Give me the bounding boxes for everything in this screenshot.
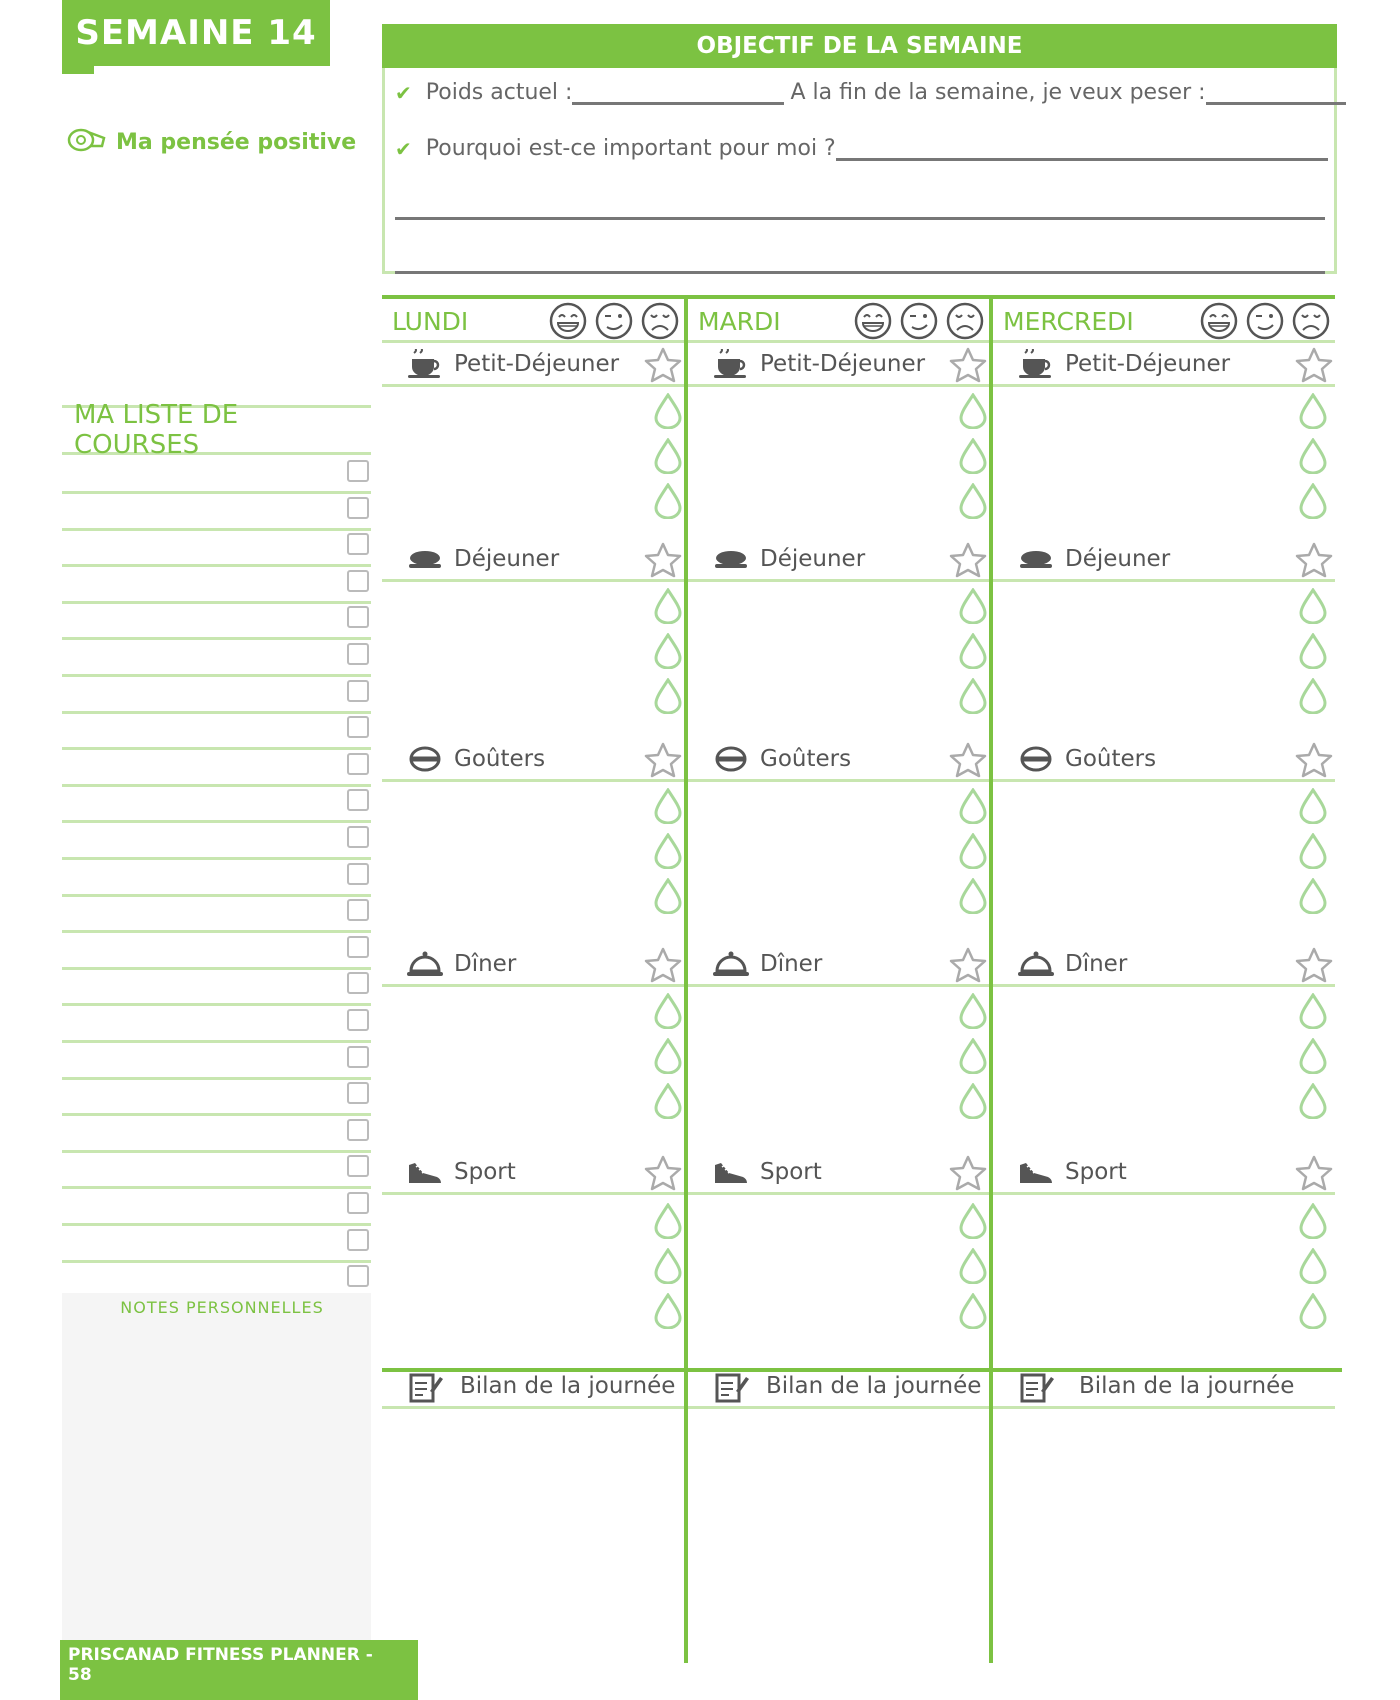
water-drop-icon[interactable] bbox=[1299, 1203, 1327, 1239]
day-header bbox=[688, 299, 989, 343]
day-header bbox=[993, 299, 1335, 343]
water-drop-icon[interactable] bbox=[959, 588, 987, 624]
shopping-checkbox[interactable] bbox=[347, 1009, 369, 1031]
shopping-checkbox[interactable] bbox=[347, 972, 369, 994]
checkmark-icon: ✔ bbox=[395, 81, 412, 105]
water-drop-icon[interactable] bbox=[959, 483, 987, 519]
meal-header bbox=[688, 538, 989, 582]
shopping-list-row[interactable] bbox=[62, 897, 371, 933]
shopping-list-row[interactable] bbox=[62, 604, 371, 640]
water-drop-icon[interactable] bbox=[1299, 1083, 1327, 1119]
shopping-checkbox[interactable] bbox=[347, 1046, 369, 1068]
water-drop-icon[interactable] bbox=[959, 1248, 987, 1284]
notes-title: NOTES PERSONNELLES bbox=[120, 1298, 324, 1317]
day-header bbox=[382, 299, 684, 343]
water-drop-icon[interactable] bbox=[959, 1293, 987, 1329]
target-weight-field[interactable] bbox=[1206, 79, 1346, 105]
star-icon[interactable] bbox=[644, 947, 682, 983]
water-drop-icon[interactable] bbox=[959, 393, 987, 429]
notes-panel[interactable] bbox=[62, 1293, 371, 1640]
water-drop-icon[interactable] bbox=[654, 1293, 682, 1329]
water-drop-icon[interactable] bbox=[654, 878, 682, 914]
winking-face-icon[interactable] bbox=[594, 301, 634, 341]
shopping-list-row[interactable] bbox=[62, 1044, 371, 1080]
day-column-mercredi bbox=[993, 295, 1335, 1663]
mood-selector bbox=[548, 301, 680, 341]
sneaker-icon bbox=[712, 1157, 750, 1189]
plate-icon bbox=[406, 544, 444, 576]
notepad-icon bbox=[1017, 1371, 1055, 1403]
water-drop-icon[interactable] bbox=[1299, 438, 1327, 474]
water-drop-icon[interactable] bbox=[654, 1083, 682, 1119]
week-label-notch bbox=[62, 66, 94, 74]
cookie-icon bbox=[712, 744, 750, 776]
meal-label: Petit-Déjeuner bbox=[1065, 351, 1231, 377]
weight-row bbox=[395, 79, 1346, 105]
sneaker-icon bbox=[406, 1157, 444, 1189]
sneaker-icon bbox=[1017, 1157, 1055, 1189]
meal-header bbox=[688, 343, 989, 387]
cloche-icon bbox=[406, 949, 444, 981]
water-drop-icon[interactable] bbox=[959, 1083, 987, 1119]
shopping-checkbox[interactable] bbox=[347, 936, 369, 958]
water-drop-icon[interactable] bbox=[654, 588, 682, 624]
checkmark-icon: ✔ bbox=[395, 137, 412, 161]
shopping-checkbox[interactable] bbox=[347, 1229, 369, 1251]
meal-header bbox=[688, 738, 989, 782]
star-icon[interactable] bbox=[949, 742, 987, 778]
target-weight-label: A la fin de la semaine, je veux peser : bbox=[790, 80, 1206, 105]
water-drop-icon[interactable] bbox=[654, 633, 682, 669]
shopping-list-row[interactable] bbox=[62, 970, 371, 1006]
why-field-line-3[interactable] bbox=[395, 271, 1325, 274]
mood-selector bbox=[853, 301, 985, 341]
laughing-face-icon[interactable] bbox=[1199, 301, 1239, 341]
meal-label: Petit-Déjeuner bbox=[760, 351, 926, 377]
shopping-checkbox[interactable] bbox=[347, 533, 369, 555]
sad-face-icon[interactable] bbox=[945, 301, 985, 341]
star-icon[interactable] bbox=[949, 347, 987, 383]
water-drop-icon[interactable] bbox=[1299, 633, 1327, 669]
meal-header bbox=[688, 1151, 989, 1195]
shopping-list-row[interactable] bbox=[62, 824, 371, 860]
notepad-icon bbox=[406, 1371, 444, 1403]
water-drop-icon[interactable] bbox=[654, 1203, 682, 1239]
star-icon[interactable] bbox=[644, 542, 682, 578]
star-icon[interactable] bbox=[1295, 742, 1333, 778]
why-field[interactable] bbox=[836, 135, 1328, 161]
shopping-list-row[interactable] bbox=[62, 458, 371, 494]
shopping-list-title: MA LISTE DE COURSES bbox=[62, 405, 371, 455]
water-drop-icon[interactable] bbox=[1299, 833, 1327, 869]
shopping-list-row[interactable] bbox=[62, 1117, 371, 1153]
meal-label: Petit-Déjeuner bbox=[454, 351, 620, 377]
water-drop-icon[interactable] bbox=[654, 438, 682, 474]
sad-face-icon[interactable] bbox=[640, 301, 680, 341]
shopping-list-row[interactable] bbox=[62, 714, 371, 750]
water-drop-icon[interactable] bbox=[1299, 483, 1327, 519]
weekly-objective-box bbox=[382, 24, 1337, 274]
day-name: LUNDI bbox=[392, 307, 469, 336]
shopping-checkbox[interactable] bbox=[347, 606, 369, 628]
coffee-cup-icon bbox=[712, 349, 750, 381]
meal-label: Sport bbox=[454, 1159, 516, 1185]
shopping-checkbox[interactable] bbox=[347, 643, 369, 665]
day-summary-label: Bilan de la journée bbox=[766, 1373, 982, 1399]
water-drop-icon[interactable] bbox=[959, 833, 987, 869]
why-label: Pourquoi est-ce important pour moi ? bbox=[425, 136, 836, 161]
meal-header bbox=[382, 1151, 684, 1195]
water-drop-icon[interactable] bbox=[654, 993, 682, 1029]
coffee-cup-icon bbox=[406, 349, 444, 381]
objective-title: OBJECTIF DE LA SEMAINE bbox=[382, 24, 1337, 68]
cookie-icon bbox=[406, 744, 444, 776]
meal-label: Déjeuner bbox=[760, 546, 866, 572]
shopping-checkbox[interactable] bbox=[347, 826, 369, 848]
water-drop-icon[interactable] bbox=[1299, 1248, 1327, 1284]
water-drop-icon[interactable] bbox=[1299, 1293, 1327, 1329]
water-drop-icon[interactable] bbox=[959, 788, 987, 824]
cloche-icon bbox=[712, 949, 750, 981]
shopping-list-row[interactable] bbox=[62, 568, 371, 604]
shopping-list-row[interactable] bbox=[62, 1227, 371, 1263]
meal-label: Déjeuner bbox=[1065, 546, 1171, 572]
water-drop-icon[interactable] bbox=[654, 1038, 682, 1074]
laughing-face-icon[interactable] bbox=[853, 301, 893, 341]
why-field-line-2[interactable] bbox=[395, 217, 1325, 220]
water-drop-icon[interactable] bbox=[654, 833, 682, 869]
water-drop-icon[interactable] bbox=[1299, 678, 1327, 714]
shopping-checkbox[interactable] bbox=[347, 570, 369, 592]
shopping-checkbox[interactable] bbox=[347, 1155, 369, 1177]
meal-header bbox=[382, 738, 684, 782]
shopping-list-row[interactable] bbox=[62, 751, 371, 787]
day-name: MERCREDI bbox=[1003, 307, 1134, 336]
water-drop-icon[interactable] bbox=[1299, 588, 1327, 624]
shopping-list-row[interactable] bbox=[62, 1080, 371, 1116]
star-icon[interactable] bbox=[1295, 347, 1333, 383]
shopping-list-row[interactable] bbox=[62, 495, 371, 531]
positive-thought-label: Ma pensée positive bbox=[116, 129, 357, 155]
shopping-checkbox[interactable] bbox=[347, 863, 369, 885]
meal-header bbox=[688, 943, 989, 987]
meal-header bbox=[993, 538, 1335, 582]
plate-icon bbox=[712, 544, 750, 576]
shopping-list-row[interactable] bbox=[62, 641, 371, 677]
shopping-list-row[interactable] bbox=[62, 1190, 371, 1226]
star-icon[interactable] bbox=[949, 1155, 987, 1191]
star-icon[interactable] bbox=[1295, 947, 1333, 983]
day-summary-label: Bilan de la journée bbox=[460, 1373, 676, 1399]
meal-header bbox=[382, 943, 684, 987]
water-drop-icon[interactable] bbox=[654, 393, 682, 429]
winking-face-icon[interactable] bbox=[1245, 301, 1285, 341]
meal-label: Dîner bbox=[454, 951, 517, 977]
shopping-checkbox[interactable] bbox=[347, 1192, 369, 1214]
water-drop-icon[interactable] bbox=[654, 678, 682, 714]
meal-label: Dîner bbox=[1065, 951, 1128, 977]
water-drop-icon[interactable] bbox=[959, 878, 987, 914]
star-icon[interactable] bbox=[644, 742, 682, 778]
shopping-checkbox[interactable] bbox=[347, 1119, 369, 1141]
shopping-checkbox[interactable] bbox=[347, 899, 369, 921]
meal-label: Goûters bbox=[1065, 746, 1157, 772]
notepad-icon bbox=[712, 1371, 750, 1403]
water-drop-icon[interactable] bbox=[1299, 788, 1327, 824]
water-drop-icon[interactable] bbox=[1299, 1038, 1327, 1074]
star-icon[interactable] bbox=[644, 1155, 682, 1191]
star-icon[interactable] bbox=[644, 347, 682, 383]
water-drop-icon[interactable] bbox=[959, 633, 987, 669]
meal-label: Dîner bbox=[760, 951, 823, 977]
meal-label: Goûters bbox=[760, 746, 852, 772]
shopping-checkbox[interactable] bbox=[347, 460, 369, 482]
shopping-list-row[interactable] bbox=[62, 678, 371, 714]
current-weight-field[interactable] bbox=[572, 79, 784, 105]
meal-header bbox=[993, 738, 1335, 782]
meal-label: Goûters bbox=[454, 746, 546, 772]
shopping-checkbox[interactable] bbox=[347, 716, 369, 738]
meal-header bbox=[993, 1151, 1335, 1195]
water-drop-icon[interactable] bbox=[654, 1248, 682, 1284]
water-drop-icon[interactable] bbox=[654, 788, 682, 824]
water-drop-icon[interactable] bbox=[654, 483, 682, 519]
water-drop-icon[interactable] bbox=[959, 993, 987, 1029]
star-icon[interactable] bbox=[949, 947, 987, 983]
current-weight-label: Poids actuel : bbox=[425, 80, 573, 105]
day-summary-label: Bilan de la journée bbox=[1079, 1373, 1295, 1399]
positive-thought bbox=[66, 124, 356, 160]
meal-header bbox=[382, 343, 684, 387]
shopping-checkbox[interactable] bbox=[347, 497, 369, 519]
sad-face-icon[interactable] bbox=[1291, 301, 1331, 341]
meal-label: Sport bbox=[760, 1159, 822, 1185]
why-row bbox=[395, 135, 1328, 161]
day-column-mardi bbox=[688, 295, 989, 1663]
star-icon[interactable] bbox=[1295, 542, 1333, 578]
shopping-list-row[interactable] bbox=[62, 531, 371, 567]
shopping-checkbox[interactable] bbox=[347, 1082, 369, 1104]
meal-header bbox=[993, 943, 1335, 987]
footer-text: PRISCANAD FITNESS PLANNER - 58 bbox=[68, 1645, 373, 1685]
shopping-list-row[interactable] bbox=[62, 934, 371, 970]
water-drop-icon[interactable] bbox=[1299, 393, 1327, 429]
shopping-checkbox[interactable] bbox=[347, 789, 369, 811]
meal-header bbox=[382, 538, 684, 582]
cookie-icon bbox=[1017, 744, 1055, 776]
shopping-list-row[interactable] bbox=[62, 1007, 371, 1043]
water-drop-icon[interactable] bbox=[959, 438, 987, 474]
meal-label: Sport bbox=[1065, 1159, 1127, 1185]
mood-selector bbox=[1199, 301, 1331, 341]
shopping-checkbox[interactable] bbox=[347, 753, 369, 775]
day-name: MARDI bbox=[698, 307, 781, 336]
winking-face-icon[interactable] bbox=[899, 301, 939, 341]
water-drop-icon[interactable] bbox=[959, 1203, 987, 1239]
shopping-list-row[interactable] bbox=[62, 1153, 371, 1189]
coffee-cup-icon bbox=[1017, 349, 1055, 381]
water-drop-icon[interactable] bbox=[1299, 878, 1327, 914]
meal-header bbox=[993, 343, 1335, 387]
star-icon[interactable] bbox=[1295, 1155, 1333, 1191]
shopping-checkbox[interactable] bbox=[347, 680, 369, 702]
star-icon[interactable] bbox=[949, 542, 987, 578]
water-drop-icon[interactable] bbox=[1299, 993, 1327, 1029]
shopping-checkbox[interactable] bbox=[347, 1265, 369, 1287]
water-drop-icon[interactable] bbox=[959, 678, 987, 714]
shopping-list-row[interactable] bbox=[62, 861, 371, 897]
cloche-icon bbox=[1017, 949, 1055, 981]
day-column-lundi bbox=[382, 295, 684, 1663]
meal-label: Déjeuner bbox=[454, 546, 560, 572]
water-drop-icon[interactable] bbox=[959, 1038, 987, 1074]
whistle-icon bbox=[66, 124, 106, 160]
shopping-list-row[interactable] bbox=[62, 787, 371, 823]
plate-icon bbox=[1017, 544, 1055, 576]
laughing-face-icon[interactable] bbox=[548, 301, 588, 341]
bottom-line bbox=[382, 1368, 1342, 1372]
week-label: SEMAINE 14 bbox=[62, 0, 330, 66]
